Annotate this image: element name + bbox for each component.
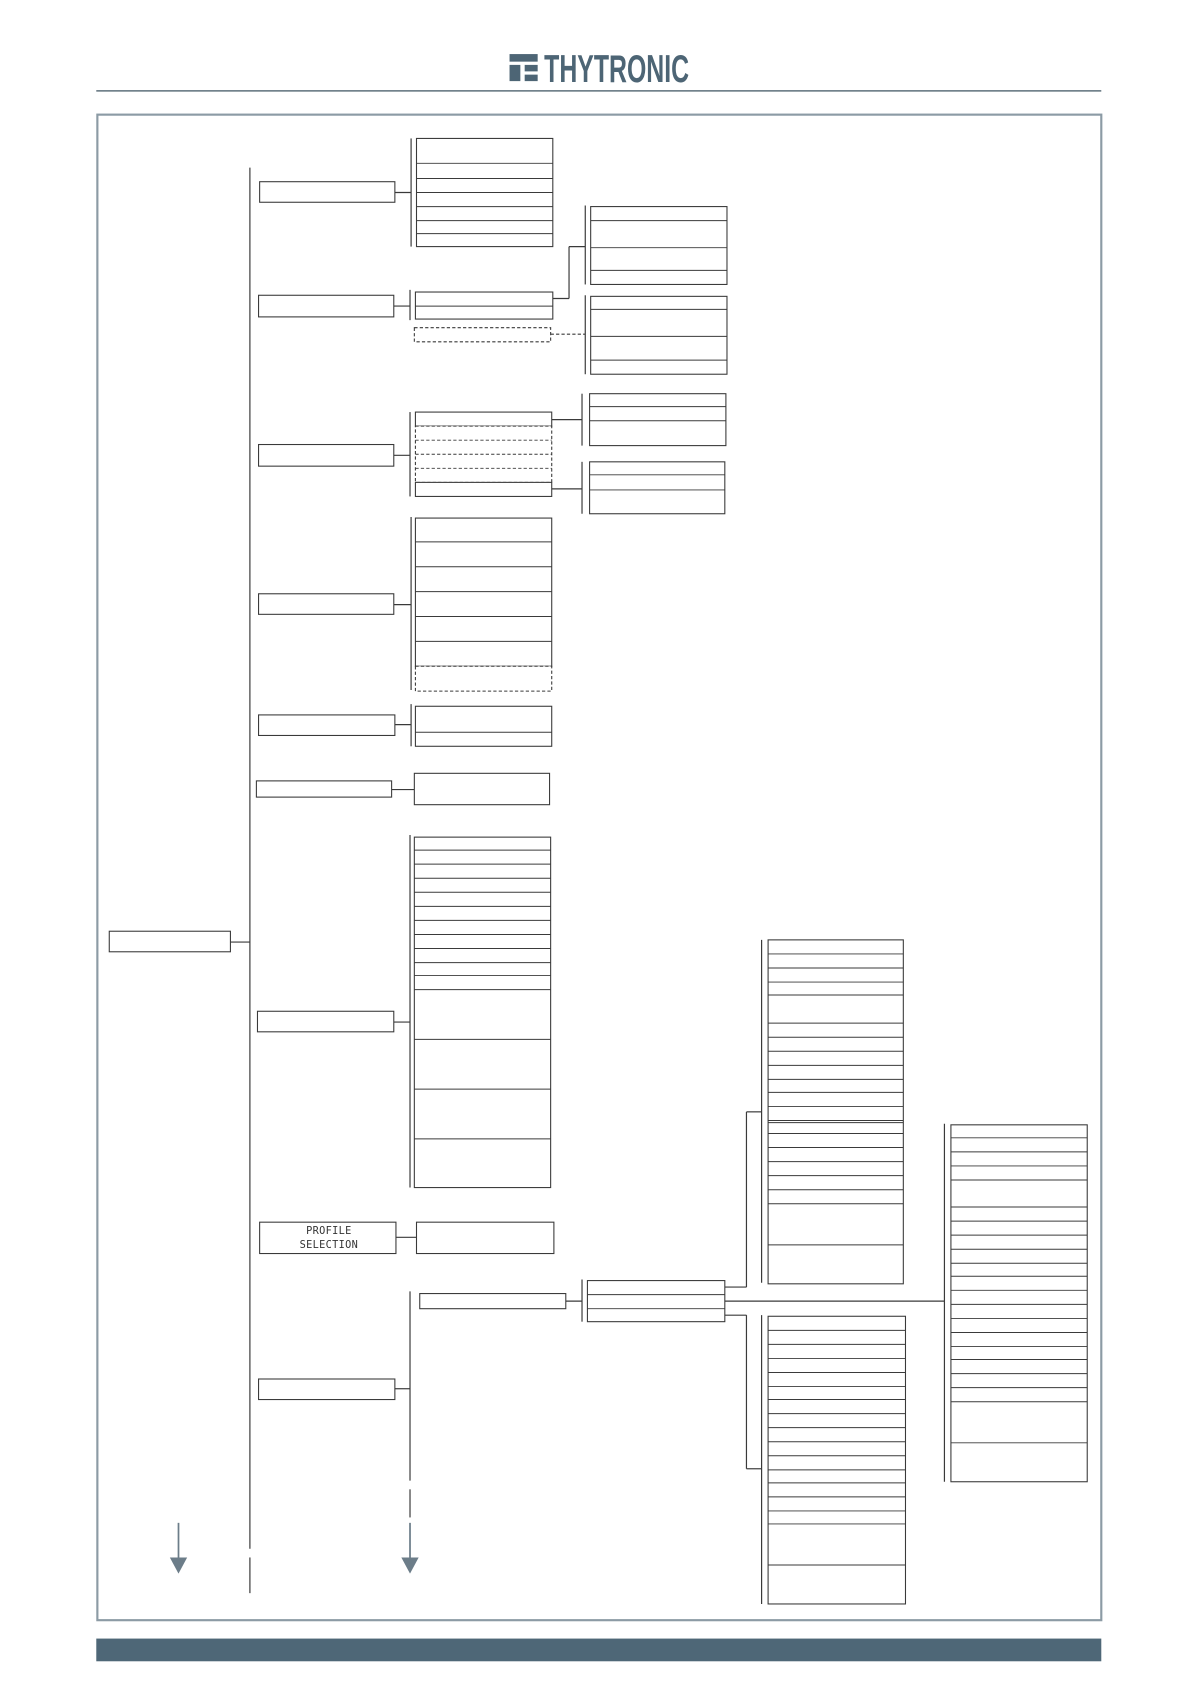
- menu-level1-box: [256, 781, 391, 797]
- submenu-item: [414, 773, 549, 804]
- menu-box-frame: [259, 594, 394, 615]
- menu-box-frame: [414, 328, 550, 342]
- submenu-list: [415, 292, 552, 319]
- submenu-list: [417, 138, 553, 246]
- submenu-level3-list: [590, 394, 726, 446]
- menu-level1-box: [259, 715, 395, 736]
- menu-level1-box: [260, 182, 395, 203]
- root-menu-box: [109, 931, 230, 952]
- menu-box-frame: [414, 837, 550, 1187]
- profile-selection-value-box: [417, 1222, 554, 1253]
- optional-submenu-items: [415, 426, 551, 482]
- optional-submenu-item: [415, 666, 551, 691]
- menu-level1-box: [257, 1011, 393, 1032]
- submenu-level4-list: [768, 940, 903, 1284]
- menu-level1-box: [259, 1379, 395, 1400]
- menu-box-frame: [768, 1316, 905, 1604]
- menu-box-frame: [420, 1294, 566, 1309]
- submenu-item: [415, 482, 551, 496]
- menu-tree-diagram: [109, 138, 1087, 1604]
- menu-box-frame: [768, 940, 903, 1284]
- profile-selection-label-line1: PROFILE: [306, 1225, 352, 1238]
- footer-bar: [96, 1639, 1101, 1662]
- submenu-level3-list: [590, 462, 725, 514]
- menu-box-frame: [415, 518, 551, 666]
- submenu-level3-list: [587, 1281, 724, 1322]
- arrow-down-icon: [401, 1557, 418, 1573]
- menu-box-frame: [415, 706, 551, 746]
- profile-selection-label-line2: SELECTION: [299, 1239, 359, 1252]
- submenu-item: [420, 1294, 566, 1309]
- arrow-down-icon: [170, 1557, 187, 1573]
- menu-box-frame: [256, 781, 391, 797]
- submenu-level4-list: [951, 1125, 1087, 1482]
- menu-level1-box: [259, 295, 394, 317]
- menu-box-frame: [591, 207, 727, 285]
- menu-box-frame: [415, 666, 551, 691]
- logo-wordmark: THYTRONIC: [544, 48, 690, 92]
- menu-box-frame: [591, 296, 727, 374]
- menu-box-frame: [417, 1222, 554, 1253]
- left-continuation-arrow: [170, 1523, 187, 1574]
- submenu-level4-list: [768, 1316, 905, 1604]
- menu-level1-box: [259, 445, 394, 467]
- menu-box-frame: [415, 412, 551, 426]
- menu-box-frame: [259, 1379, 395, 1400]
- menu-box-frame: [259, 445, 394, 467]
- menu-box-frame: [259, 295, 394, 317]
- menu-box-frame: [590, 462, 725, 514]
- submenu-list: [414, 837, 550, 1187]
- menu-box-frame: [259, 715, 395, 736]
- submenu-list: [415, 706, 551, 746]
- menu-box-frame: [415, 482, 551, 496]
- menu-box-frame: [415, 292, 552, 319]
- menu-box-frame: [951, 1125, 1087, 1482]
- optional-submenu-item: [414, 328, 550, 342]
- thytronic-logo-icon: [510, 54, 538, 81]
- submenu-level3-list: [591, 207, 727, 285]
- header: [96, 48, 1101, 91]
- menu-box-frame: [257, 1011, 393, 1032]
- menu-level1-box: [259, 594, 394, 615]
- right-continuation-arrow: [401, 1523, 418, 1574]
- menu-box-frame: [590, 394, 726, 446]
- menu-box-frame: [587, 1281, 724, 1322]
- menu-box-frame: [109, 931, 230, 952]
- menu-box-frame: [260, 182, 395, 203]
- submenu-level3-list: [591, 296, 727, 374]
- submenu-list: [415, 518, 551, 666]
- menu-box-frame: [414, 773, 549, 804]
- submenu-item: [415, 412, 551, 426]
